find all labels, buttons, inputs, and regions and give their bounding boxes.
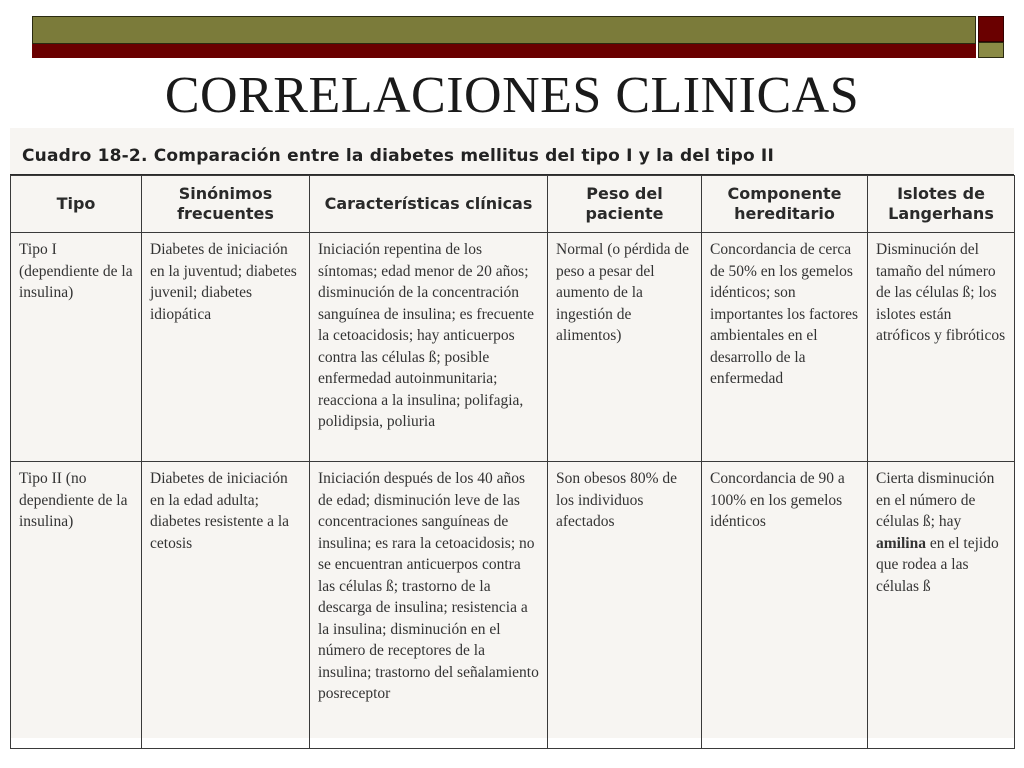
header-sinonimos: Sinónimos frecuentes — [142, 176, 310, 233]
islotes-amilina: amilina — [876, 534, 926, 552]
corner-olive-square — [978, 42, 1004, 58]
scanned-table-image — [10, 128, 1014, 738]
cell-sinonimos: Diabetes de iniciación en la edad adulta; diabetes resistente a la cetosis — [142, 462, 310, 749]
corner-maroon-square — [978, 16, 1004, 42]
table-header-row — [11, 176, 1015, 233]
cell-islotes — [868, 462, 1015, 749]
cell-hereditario: Concordancia de cerca de 50% en los gemelos idénticos; son importantes los factores ambientales en el desarrollo de la enfermedad — [702, 233, 868, 462]
header-maroon-bar — [32, 44, 976, 58]
cell-caracteristicas: Iniciación repentina de los síntomas; edad menor de 20 años; disminución de la concentración sanguínea de insulina; es frecuente la cetoacidosis; hay anticuerpos contra las células ß; posible enfermedad autoinmunitaria; reacciona a la insulina; polifagia, polidipsia, poliuria — [310, 233, 548, 462]
slide-title: CORRELACIONES CLINICAS — [164, 67, 860, 124]
table-row — [11, 462, 1015, 749]
table-caption: Cuadro 18-2. Comparación entre la diabetes mellitus del tipo I y la del tipo II — [22, 146, 774, 166]
cell-sinonimos: Diabetes de iniciación en la juventud; diabetes juvenil; diabetes idiopática — [142, 233, 310, 462]
table-row — [11, 233, 1015, 462]
comparison-table — [10, 175, 1015, 749]
header-olive-bar — [32, 16, 976, 44]
header-peso: Peso del paciente — [548, 176, 702, 233]
header-tipo: Tipo — [11, 176, 142, 233]
header-hereditario: Componente hereditario — [702, 176, 868, 233]
cell-peso: Normal (o pérdida de peso a pesar del aumento de la ingestión de alimentos) — [548, 233, 702, 462]
cell-tipo: Tipo I (dependiente de la insulina) — [11, 233, 142, 462]
islotes-text-after: en el tejido que rodea a las células ß — [876, 534, 999, 595]
cell-peso: Son obesos 80% de los individuos afectados — [548, 462, 702, 749]
cell-hereditario: Concordancia de 90 a 100% en los gemelos idénticos — [702, 462, 868, 749]
cell-islotes: Disminución del tamaño del número de las células ß; los islotes están atróficos y fibróticos — [868, 233, 1015, 462]
cell-caracteristicas: Iniciación después de los 40 años de edad; disminución leve de las concentraciones sanguíneas de insulina; es rara la cetoacidosis; no se encuentran anticuerpos contra las células ß; trastorno de la descarga de insulina; resistencia a la insulina; disminución en el número de receptores de la insulina; trastorno del señalamiento posreceptor — [310, 462, 548, 749]
islotes-text-before: Cierta disminución en el número de células ß; hay — [876, 470, 995, 530]
header-islotes: Islotes de Langerhans — [868, 176, 1015, 233]
header-caracteristicas: Características clínicas — [310, 176, 548, 233]
cell-tipo: Tipo II (no dependiente de la insulina) — [11, 462, 142, 749]
